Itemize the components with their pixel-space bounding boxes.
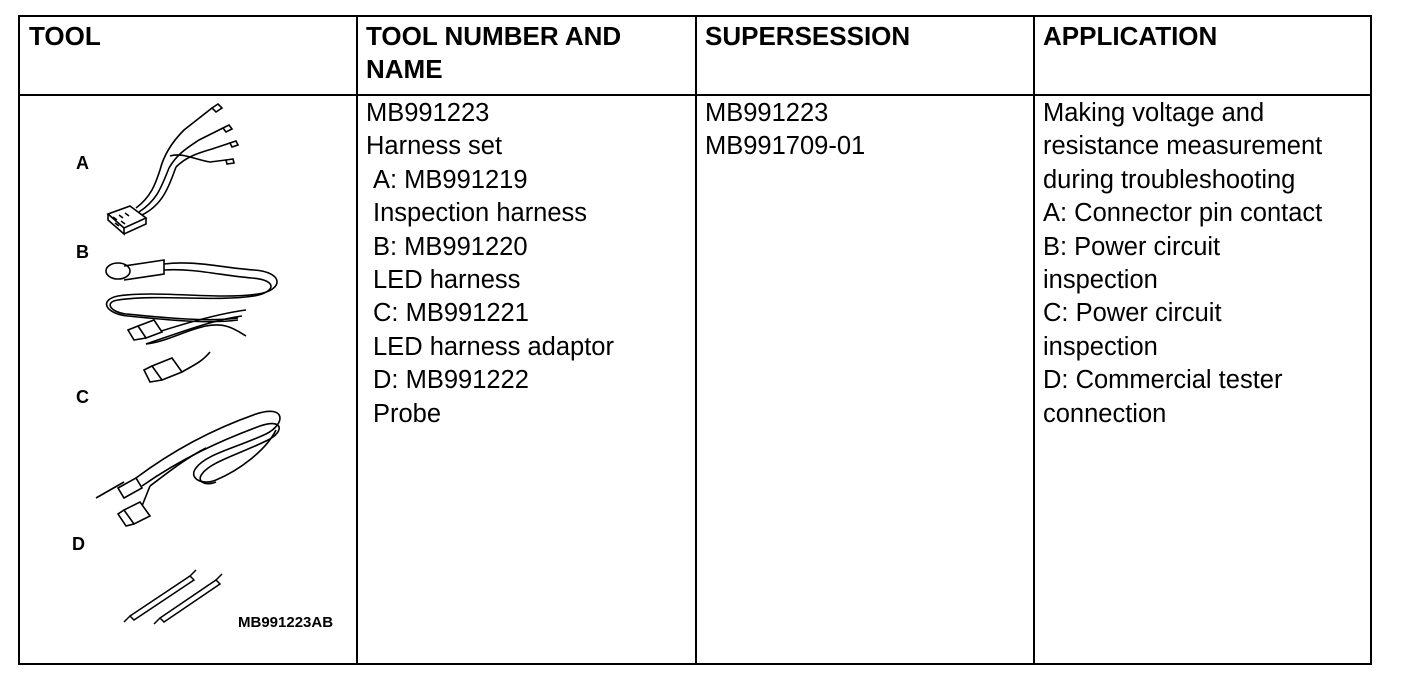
part-b-name: LED harness (373, 266, 521, 295)
part-a-name: Inspection harness (373, 199, 588, 228)
application-line: inspection (1043, 332, 1158, 361)
application-line: C: Power circuit (1043, 299, 1222, 328)
part-a-number: A: MB991219 (373, 165, 528, 194)
tool-name: Harness set (366, 132, 503, 161)
probe-drawing (124, 570, 222, 624)
tool-illustration (20, 96, 357, 665)
column-divider (1033, 17, 1035, 663)
supersession-line: MB991223 (705, 99, 829, 127)
application-line: B: Power circuit (1043, 232, 1221, 261)
column-divider (695, 17, 697, 663)
led-harness-drawing (106, 260, 277, 382)
part-c-name: LED harness adaptor (373, 332, 614, 361)
tool-table (18, 15, 1372, 665)
tool-number-and-name-cell (366, 97, 614, 431)
supersession-cell (705, 97, 865, 164)
application-line: during troubleshooting (1043, 165, 1296, 194)
header-supersession: SUPERSESSION (705, 21, 911, 51)
inspection-harness-drawing (108, 104, 238, 234)
tool-label-d: D (72, 534, 85, 554)
application-cell (1043, 97, 1322, 431)
part-d-name: Probe (373, 399, 442, 428)
header-tool: TOOL (29, 21, 101, 51)
part-b-number: B: MB991220 (373, 232, 528, 261)
tool-label-b: B (76, 242, 89, 262)
application-line: resistance measurement (1043, 132, 1323, 161)
led-harness-adaptor-drawing (96, 411, 280, 526)
part-d-number: D: MB991222 (373, 366, 529, 395)
part-c-number: C: MB991221 (373, 299, 529, 328)
header-application: APPLICATION (1043, 21, 1218, 51)
application-line: Making voltage and (1043, 99, 1265, 127)
application-line: A: Connector pin contact (1043, 199, 1323, 228)
figure-code: MB991223AB (238, 614, 334, 631)
tool-number: MB991223 (366, 99, 490, 127)
application-line: inspection (1043, 266, 1158, 295)
application-line: D: Commercial tester (1043, 366, 1283, 395)
tool-label-c: C (76, 387, 89, 407)
tool-label-a: A (76, 153, 89, 173)
header-tool-number-and-name: TOOL NUMBER AND NAME (366, 21, 622, 84)
supersession-line: MB991709-01 (705, 132, 866, 161)
application-line: connection (1043, 399, 1167, 428)
